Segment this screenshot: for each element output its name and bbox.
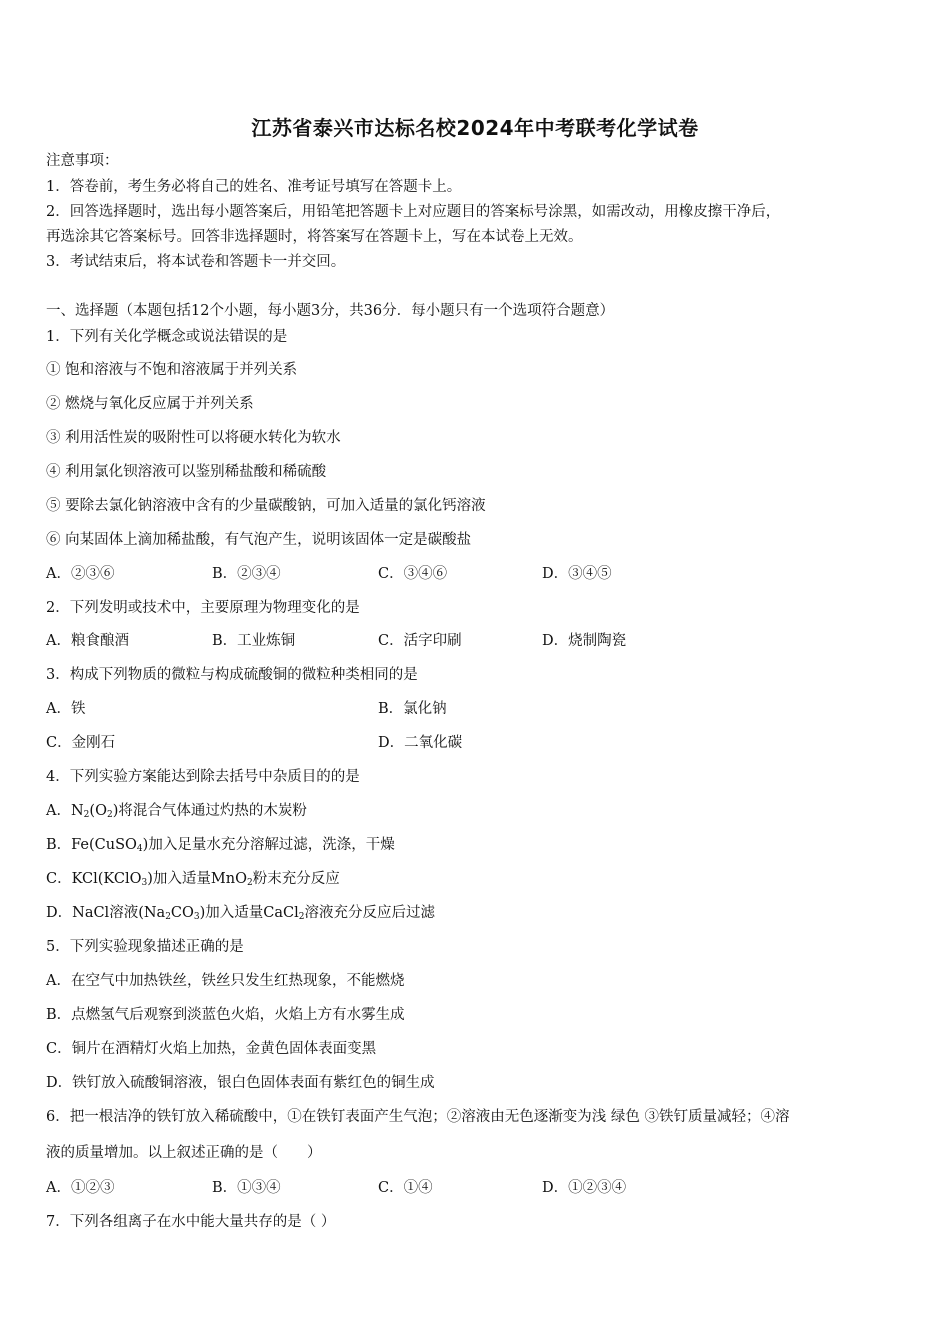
section-heading: 一、选择题（本题包括12个小题，每小题3分，共36分．每小题只有一个选项符合题意） [46, 303, 615, 319]
notice-item: 再选涂其它答案标号。回答非选择题时，将答案写在答题卡上，写在本试卷上无效。 [46, 229, 583, 245]
option-b: B．②③④ [212, 566, 281, 582]
option-b: B．工业炼铜 [212, 633, 296, 649]
option-b: B．点燃氢气后观察到淡蓝色火焰，火焰上方有水雾生成 [46, 1007, 405, 1023]
option-d: D．③④⑤ [542, 566, 612, 582]
option-a: A．①②③ [46, 1180, 115, 1196]
statement-item: ① 饱和溶液与不饱和溶液属于并列关系 [46, 362, 298, 378]
notice-heading: 注意事项： [46, 153, 119, 169]
option-d: D．铁钉放入硫酸铜溶液，银白色固体表面有紫红色的铜生成 [46, 1075, 435, 1091]
option-c: C．活字印刷 [378, 633, 462, 649]
option-c: C．铜片在酒精灯火焰上加热，金黄色固体表面变黑 [46, 1041, 377, 1057]
option-c: C．①④ [378, 1180, 433, 1196]
option-b: B．①③④ [212, 1180, 281, 1196]
question-stem: 1．下列有关化学概念或说法错误的是 [46, 329, 288, 345]
statement-item: ④ 利用氯化钡溶液可以鉴别稀盐酸和稀硫酸 [46, 464, 327, 480]
option-c: C．KCl(KClO$_3$)加入适量MnO$_2$粉末充分反应 [46, 871, 340, 888]
option-c: C．③④⑥ [378, 566, 448, 582]
notice-item: 1．答卷前，考生务必将自己的姓名、准考证号填写在答题卡上。 [46, 179, 462, 195]
option-d: D．二氧化碳 [378, 735, 463, 751]
notice-item: 2．回答选择题时，选出每小题答案后，用铅笔把答题卡上对应题目的答案标号涂黑，如需改动，用橡皮擦干净后， [46, 204, 781, 220]
question-stem: 5．下列实验现象描述正确的是 [46, 939, 244, 955]
statement-item: ③ 利用活性炭的吸附性可以将硬水转化为软水 [46, 430, 341, 446]
question-stem: 7．下列各组离子在水中能大量共存的是（ ） [46, 1214, 336, 1230]
option-a: A．②③⑥ [46, 566, 115, 582]
question-stem: 6．把一根洁净的铁钉放入稀硫酸中，①在铁钉表面产生气泡；②溶液由无色逐渐变为浅 绿色 ③铁钉质量减轻；④溶 [46, 1109, 790, 1125]
option-b: B．氯化钠 [378, 701, 447, 717]
question-stem: 3．构成下列物质的微粒与构成硫酸铜的微粒种类相同的是 [46, 667, 418, 683]
option-d: D．①②③④ [542, 1180, 627, 1196]
question-stem: 2．下列发明或技术中，主要原理为物理变化的是 [46, 600, 360, 616]
question-stem-continued: 液的质量增加。以上叙述正确的是（ ） [46, 1145, 322, 1161]
statement-item: ② 燃烧与氧化反应属于并列关系 [46, 396, 254, 412]
question-stem: 4．下列实验方案能达到除去括号中杂质目的的是 [46, 769, 360, 785]
statement-item: ⑤ 要除去氯化钠溶液中含有的少量碳酸钠，可加入适量的氯化钙溶液 [46, 498, 486, 514]
option-a: A．粮食酿酒 [46, 633, 129, 649]
option-d: D．NaCl溶液$(Na_2CO_3)$加入适量CaCl$_2$溶液充分反应后过滤 [46, 905, 436, 922]
statement-item: ⑥ 向某固体上滴加稀盐酸，有气泡产生，说明该固体一定是碳酸盐 [46, 532, 472, 548]
notice-item: 3．考试结束后，将本试卷和答题卡一并交回。 [46, 254, 346, 270]
page-title: 江苏省泰兴市达标名校2024年中考联考化学试卷 [251, 116, 699, 140]
option-b: B．Fe(CuSO$_4$)加入足量水充分溶解过滤，洗涤，干燥 [46, 837, 395, 854]
option-d: D．烧制陶瓷 [542, 633, 627, 649]
option-a: A．$N_2(O_2)$将混合气体通过灼热的木炭粉 [46, 803, 307, 820]
option-c: C．金刚石 [46, 735, 116, 751]
option-a: A．铁 [46, 701, 86, 717]
option-a: A．在空气中加热铁丝，铁丝只发生红热现象，不能燃烧 [46, 973, 405, 989]
